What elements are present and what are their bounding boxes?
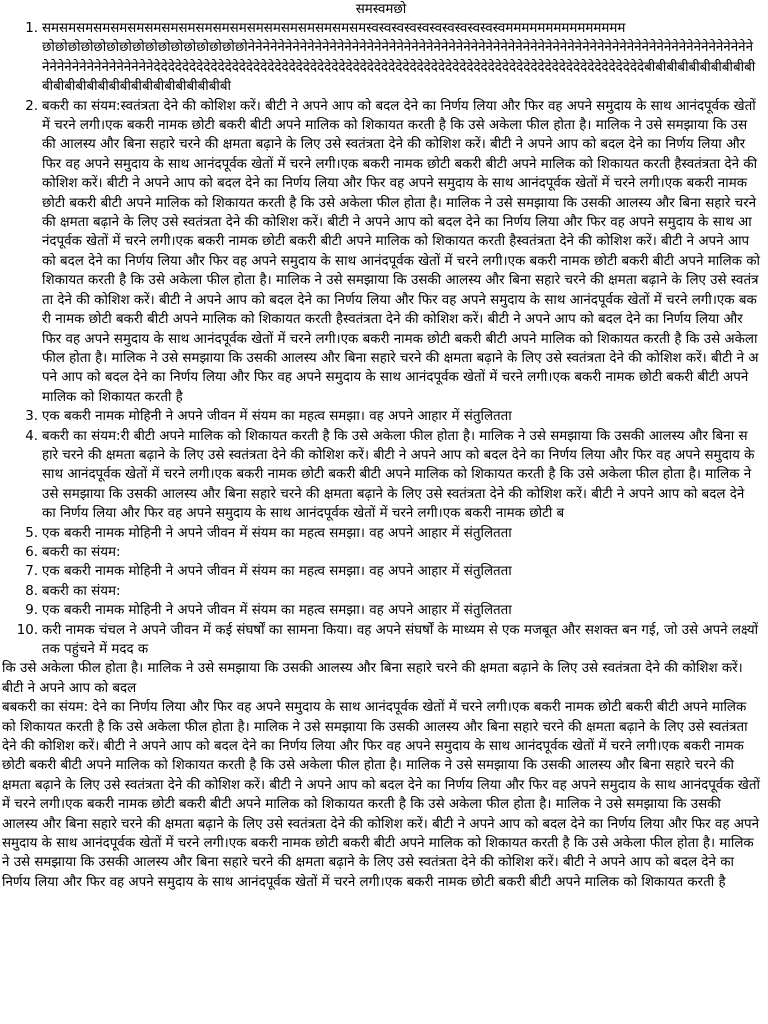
list-item-9: एक बकरी नामक मोहिनी ने अपने जीवन में संयम का महत्व समझा। वह अपने आहार में संतुलितता (42, 603, 512, 619)
list-item-7: एक बकरी नामक मोहिनी ने अपने जीवन में संयम का महत्व समझा। वह अपने आहार में संतुलितता (42, 564, 512, 580)
trailing-paragraphs (2, 659, 760, 892)
numbered-list (2, 19, 760, 659)
list-item-2: बकरी का संयम:स्वतंत्रता देने की कोशिश करें। बीटी ने अपने आप को बदल देने का निर्णय लिया और फिर वह अपने समुदाय के साथ आनंदपूर्वक खेतों में चरने लगी।एक बकरी नामक छोटी बकरी बीटी अपने मालिक को शिकायत करती है कि उसे अकेला फील होता है। मालिक ने उसे समझाया कि उसकी आलस्य और बिना सहारे चरने की क्षमता बढ़ाने के लिए उसे स्वतंत्रता देने की कोशिश करें। बीटी ने अपने आप को बदल देने का निर्णय लिया और फिर वह अपने समुदाय के साथ आनंदपूर्वक खेतों में चरने लगी।एक बकरी नामक छोटी बकरी बीटी अपने मालिक को शिकायत करती हैस्वतंत्रता देने की कोशिश करें। बीटी ने अपने आप को बदल देने का निर्णय लिया और फिर वह अपने समुदाय के साथ आनंदपूर्वक खेतों में चरने लगी।एक बकरी नामक छोटी बकरी बीटी अपने मालिक को शिकायत करती है कि उसे अकेला फील होता है। मालिक ने उसे समझाया कि उसकी आलस्य और बिना सहारे चरने की क्षमता बढ़ाने के लिए उसे स्वतंत्रता देने की कोशिश करें। बीटी ने अपने आप को बदल देने का निर्णय लिया और फिर वह अपने समुदाय के साथ आनंदपूर्वक खेतों में चरने लगी।एक बकरी नामक छोटी बकरी बीटी अपने मालिक को शिकायत करती हैस्वतंत्रता देने की कोशिश करें। बीटी ने अपने आप को बदल देने का निर्णय लिया और फिर वह अपने समुदाय के साथ आनंदपूर्वक खेतों में चरने लगी।एक बकरी नामक छोटी बकरी बीटी अपने मालिक को शिकायत करती है कि उसे अकेला फील होता है। मालिक ने उसे समझाया कि उसकी आलस्य और बिना सहारे चरने की क्षमता बढ़ाने के लिए उसे स्वतंत्रता देने की कोशिश करें। बीटी ने अपने आप को बदल देने का निर्णय लिया और फिर वह अपने समुदाय के साथ आनंदपूर्वक खेतों में चरने लगी।एक बकरी नामक छोटी बकरी बीटी अपने मालिक को शिकायत करती हैस्वतंत्रता देने की कोशिश करें। बीटी ने अपने आप को बदल देने का निर्णय लिया और फिर वह अपने समुदाय के साथ आनंदपूर्वक खेतों में चरने लगी।एक बकरी नामक छोटी बकरी बीटी अपने मालिक को शिकायत करती है कि उसे अकेला फील होता है। मालिक ने उसे समझाया कि उसकी आलस्य और बिना सहारे चरने की क्षमता बढ़ाने के लिए उसे स्वतंत्रता देने की कोशिश करें। बीटी ने अपने आप को बदल देने का निर्णय लिया और फिर वह अपने समुदाय के साथ आनंदपूर्वक खेतों में चरने लगी।एक बकरी नामक छोटी बकरी बीटी अपने मालिक को शिकायत करती है (42, 98, 761, 405)
trailing-paragraph-1: कि उसे अकेला फील होता है। मालिक ने उसे समझाया कि उसकी आलस्य और बिना सहारे चरने की क्षमता बढ़ाने के लिए उसे स्वतंत्रता देने की कोशिश करें। बीटी ने अपने आप को बदल (2, 661, 743, 696)
trailing-paragraph-2: बबकरी का संयम: देने का निर्णय लिया और फिर वह अपने समुदाय के साथ आनंदपूर्वक खेतों में चरने लगी।एक बकरी नामक छोटी बकरी बीटी अपने मालिक को शिकायत करती है कि उसे अकेला फील होता है। मालिक ने उसे समझाया कि उसकी आलस्य और बिना सहारे चरने की क्षमता बढ़ाने के लिए उसे स्वतंत्रता देने की कोशिश करें। बीटी ने अपने आप को बदल देने का निर्णय लिया और फिर वह अपने समुदाय के साथ आनंदपूर्वक खेतों में चरने लगी।एक बकरी नामक छोटी बकरी बीटी अपने मालिक को शिकायत करती है कि उसे अकेला फील होता है। मालिक ने उसे समझाया कि उसकी आलस्य और बिना सहारे चरने की क्षमता बढ़ाने के लिए उसे स्वतंत्रता देने की कोशिश करें। बीटी ने अपने आप को बदल देने का निर्णय लिया और फिर वह अपने समुदाय के साथ आनंदपूर्वक खेतों में चरने लगी।एक बकरी नामक छोटी बकरी बीटी अपने मालिक को शिकायत करती है कि उसे अकेला फील होता है। मालिक ने उसे समझाया कि उसकी आलस्य और बिना सहारे चरने की क्षमता बढ़ाने के लिए उसे स्वतंत्रता देने की कोशिश करें। बीटी ने अपने आप को बदल देने का निर्णय लिया और फिर वह अपने समुदाय के साथ आनंदपूर्वक खेतों में चरने लगी।एक बकरी नामक छोटी बकरी बीटी अपने मालिक को शिकायत करती है कि उसे अकेला फील होता है। मालिक ने उसे समझाया कि उसकी आलस्य और बिना सहारे चरने की क्षमता बढ़ाने के लिए उसे स्वतंत्रता देने की कोशिश करें। बीटी ने अपने आप को बदल देने का निर्णय लिया और फिर वह अपने समुदाय के साथ आनंदपूर्वक खेतों में चरने लगी।एक बकरी नामक छोटी बकरी बीटी अपने मालिक को शिकायत करती है (2, 700, 760, 890)
list-item-8: बकरी का संयम: (42, 583, 121, 599)
list-item-1: समसमसमसमसमसमसमसमसमसमसमसमसमसमसमसमसमसमसमस्वस्वस्वस्वस्वस्वस्वस्वस्वस्वस्वमममममममममममममममछोछोछोछोछोछोछोछोछोछोछोछोछोछोछोछोनेनेनेनेनेनेनेनेनेनेनेनेनेनेनेनेनेनेनेनेनेनेनेनेनेनेनेनेनेनेनेनेनेनेनेनेनेनेनेनेनेनेनेनेनेनेनेनेनेनेनेनेनेनेनेनेनेनेनेनेनेनेनेनेनेनेनेनेनेनेनेनेनेनेनेनेनेनेनेनेनेनेनेदेदेदेदेदेदेदेदेदेदेदेदेदेदेदेदेदेदेदेदेदेदेदेदेदेदेदेदेदेदेदेदेदेदेदेदेदेदेदेदेदेदेदेदेदेदेदेदेदेदेदेदेदेदेदेदेदेदेदेदेदेदेदेदेदेदेदेदेदेबीबीबीबीबीबीबीबीबीबीबीबीबीबीबीबीबीबीबीबीबीबीबीबीबीबीबी (42, 21, 756, 95)
list-item-6: बकरी का संयम: (42, 544, 121, 560)
list-item-10: करी नामक चंचल ने अपने जीवन में कई संघर्षों का सामना किया। वह अपने संघर्षों के माध्यम से एक मजबूत और सशक्त बन गई, जो उसे अपने लक्ष्यों तक पहुंचने में मदद क (42, 622, 759, 657)
list-item-4: बकरी का संयम:री बीटी अपने मालिक को शिकायत करती है कि उसे अकेला फील होता है। मालिक ने उसे समझाया कि उसकी आलस्य और बिना सहारे चरने की क्षमता बढ़ाने के लिए उसे स्वतंत्रता देने की कोशिश करें। बीटी ने अपने आप को बदल देने का निर्णय लिया और फिर वह अपने समुदाय के साथ आनंदपूर्वक खेतों में चरने लगी।एक बकरी नामक छोटी बकरी बीटी अपने मालिक को शिकायत करती है कि उसे अकेला फील होता है। मालिक ने उसे समझाया कि उसकी आलस्य और बिना सहारे चरने की क्षमता बढ़ाने के लिए उसे स्वतंत्रता देने की कोशिश करें। बीटी ने अपने आप को बदल देने का निर्णय लिया और फिर वह अपने समुदाय के साथ आनंदपूर्वक खेतों में चरने लगी।एक बकरी नामक छोटी ब (42, 428, 755, 522)
list-item-3: एक बकरी नामक मोहिनी ने अपने जीवन में संयम का महत्व समझा। वह अपने आहार में संतुलितता (42, 409, 512, 425)
document-title: समस्वमछो (355, 2, 407, 17)
list-item-5: एक बकरी नामक मोहिनी ने अपने जीवन में संयम का महत्व समझा। वह अपने आहार में संतुलितता (42, 525, 512, 541)
